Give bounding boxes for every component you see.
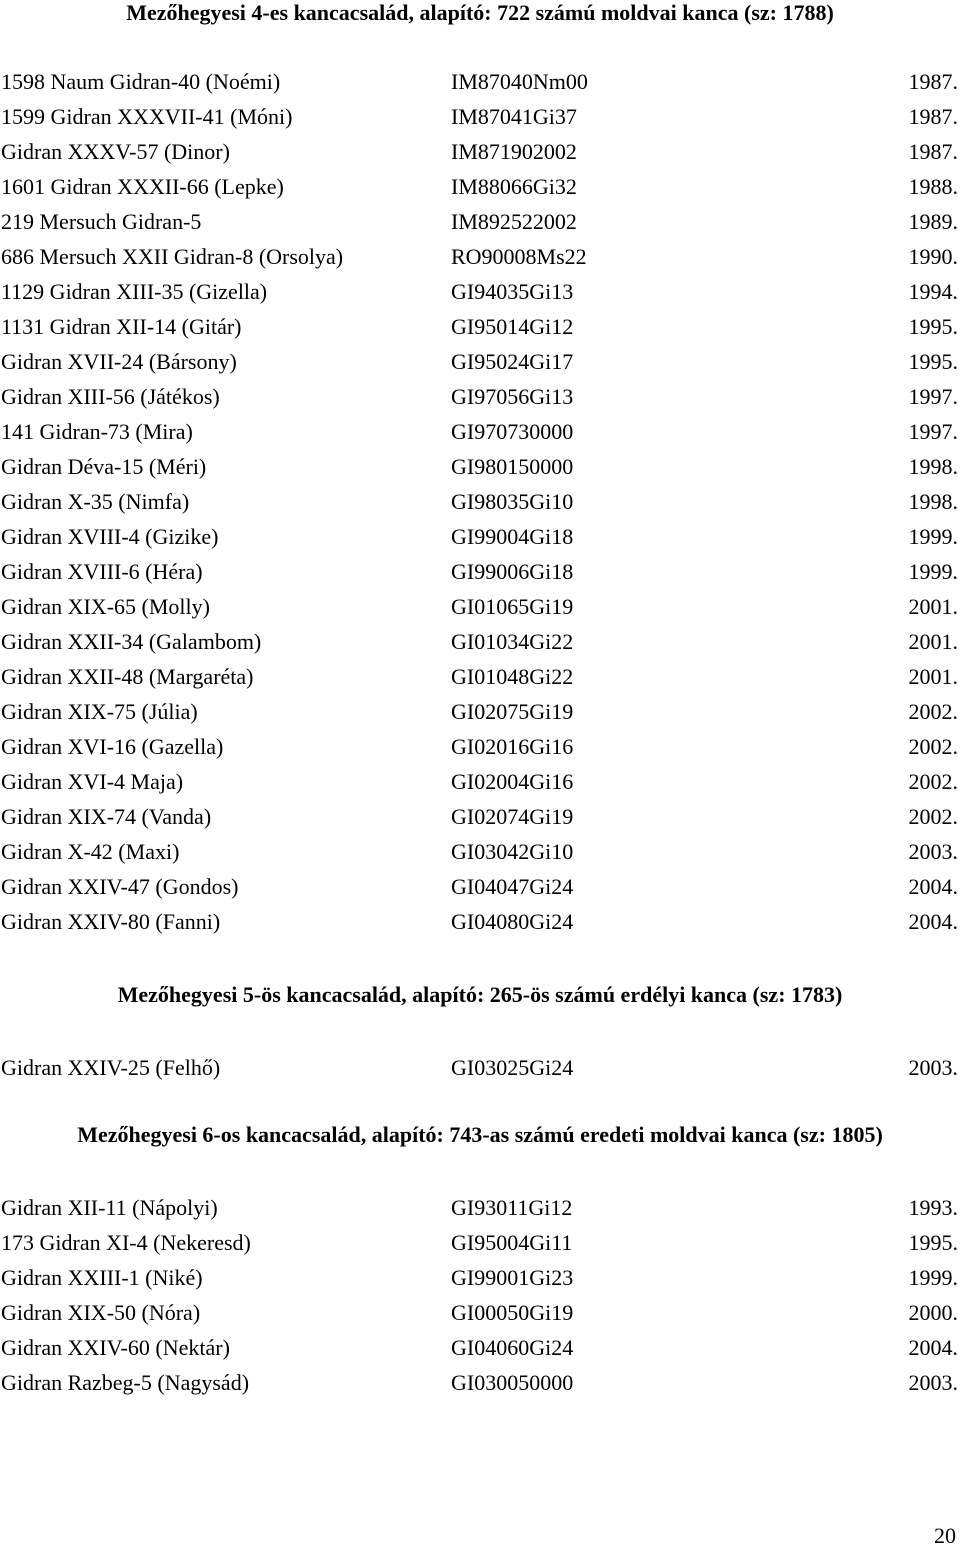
birth-year: 1987.	[908, 139, 958, 164]
birth-year: 1998.	[908, 454, 958, 479]
registration-code: GI93011Gi12	[451, 1195, 573, 1220]
registration-code: IM892522002	[451, 209, 577, 234]
section-heading: Mezőhegyesi 5-ös kancacsalád, alapító: 265-ös számú erdélyi kanca (sz: 1783)	[117, 982, 843, 1007]
birth-year: 1995.	[908, 349, 958, 374]
horse-name: Gidran XVII-24 (Bársony)	[1, 349, 237, 374]
list-item	[0, 1260, 960, 1295]
page-number: 20	[934, 1523, 956, 1548]
horse-name: 1598 Naum Gidran-40 (Noémi)	[1, 69, 281, 94]
list-item	[0, 1330, 960, 1365]
list-item	[0, 589, 960, 624]
horse-list	[0, 1050, 960, 1085]
section-heading: Mezőhegyesi 4-es kancacsalád, alapító: 722 számú moldvai kanca (sz: 1788)	[126, 0, 834, 25]
birth-year: 2002.	[908, 699, 958, 724]
horse-name: Gidran XXII-48 (Margaréta)	[1, 664, 254, 689]
list-item	[0, 484, 960, 519]
horse-name: Gidran XVIII-4 (Gizike)	[1, 524, 219, 549]
list-item	[0, 729, 960, 764]
list-item	[0, 309, 960, 344]
horse-name: Gidran XIX-74 (Vanda)	[1, 804, 212, 829]
list-item	[0, 344, 960, 379]
birth-year: 2003.	[908, 1055, 958, 1080]
birth-year: 2001.	[908, 629, 958, 654]
list-item	[0, 834, 960, 869]
birth-year: 1994.	[908, 279, 958, 304]
horse-name: Gidran Razbeg-5 (Nagysád)	[1, 1370, 250, 1395]
list-item	[0, 99, 960, 134]
list-item	[0, 204, 960, 239]
registration-code: GI04080Gi24	[451, 909, 574, 934]
horse-name: Gidran XXIV-80 (Fanni)	[1, 909, 221, 934]
birth-year: 1993.	[908, 1195, 958, 1220]
horse-name: Gidran X-42 (Maxi)	[1, 839, 180, 864]
mare-family-section-5	[0, 984, 960, 1085]
horse-list	[0, 1190, 960, 1400]
horse-list	[0, 64, 960, 939]
birth-year: 1999.	[908, 524, 958, 549]
list-item	[0, 799, 960, 834]
registration-code: IM87041Gi37	[451, 104, 577, 129]
registration-code: GI02016Gi16	[451, 734, 574, 759]
registration-code: GI03025Gi24	[451, 1055, 574, 1080]
list-item	[0, 764, 960, 799]
registration-code: GI99006Gi18	[451, 559, 574, 584]
list-item	[0, 519, 960, 554]
horse-name: Gidran XVI-4 Maja)	[1, 769, 184, 794]
registration-code: GI02074Gi19	[451, 804, 574, 829]
horse-name: Gidran XXIV-25 (Felhő)	[1, 1055, 221, 1080]
horse-name: Gidran XVI-16 (Gazella)	[1, 734, 224, 759]
list-item	[0, 554, 960, 589]
registration-code: GI04060Gi24	[451, 1335, 574, 1360]
horse-name: 1601 Gidran XXXII-66 (Lepke)	[1, 174, 284, 199]
birth-year: 1998.	[908, 489, 958, 514]
horse-name: 1599 Gidran XXXVII-41 (Móni)	[1, 104, 293, 129]
list-item	[0, 239, 960, 274]
list-item	[0, 169, 960, 204]
birth-year: 1997.	[908, 419, 958, 444]
horse-name: Gidran XIX-75 (Júlia)	[1, 699, 198, 724]
horse-name: Gidran XXIV-60 (Nektár)	[1, 1335, 230, 1360]
list-item	[0, 1190, 960, 1225]
horse-name: 1129 Gidran XIII-35 (Gizella)	[1, 279, 268, 304]
horse-name: 1131 Gidran XII-14 (Gitár)	[1, 314, 242, 339]
list-item	[0, 1050, 960, 1085]
birth-year: 1995.	[908, 314, 958, 339]
registration-code: IM87040Nm00	[451, 69, 588, 94]
horse-name: Gidran XVIII-6 (Héra)	[1, 559, 203, 584]
registration-code: GI01034Gi22	[451, 629, 574, 654]
list-item	[0, 134, 960, 169]
birth-year: 1987.	[908, 69, 958, 94]
birth-year: 2004.	[908, 1335, 958, 1360]
mare-family-section-4	[0, 2, 960, 939]
birth-year: 2003.	[908, 1370, 958, 1395]
registration-code: GI01065Gi19	[451, 594, 574, 619]
list-item	[0, 869, 960, 904]
registration-code: GI99001Gi23	[451, 1265, 574, 1290]
registration-code: GI97056Gi13	[451, 384, 574, 409]
birth-year: 2004.	[908, 909, 958, 934]
birth-year: 2001.	[908, 664, 958, 689]
mare-family-section-6	[0, 1124, 960, 1400]
list-item	[0, 379, 960, 414]
registration-code: GI030050000	[451, 1370, 574, 1395]
list-item	[0, 1365, 960, 1400]
horse-name: Gidran X-35 (Nimfa)	[1, 489, 190, 514]
horse-name: Gidran XXIV-47 (Gondos)	[1, 874, 239, 899]
registration-code: GI00050Gi19	[451, 1300, 574, 1325]
birth-year: 2002.	[908, 804, 958, 829]
horse-name: Gidran XIII-56 (Játékos)	[1, 384, 220, 409]
list-item	[0, 904, 960, 939]
section-heading: Mezőhegyesi 6-os kancacsalád, alapító: 743-as számú eredeti moldvai kanca (sz: 1805)	[77, 1122, 883, 1147]
birth-year: 1990.	[908, 244, 958, 269]
registration-code: GI03042Gi10	[451, 839, 574, 864]
list-item	[0, 414, 960, 449]
horse-name: Gidran Déva-15 (Méri)	[1, 454, 207, 479]
birth-year: 1989.	[908, 209, 958, 234]
registration-code: IM88066Gi32	[451, 174, 577, 199]
horse-name: Gidran XIX-65 (Molly)	[1, 594, 210, 619]
birth-year: 1988.	[908, 174, 958, 199]
registration-code: GI95014Gi12	[451, 314, 574, 339]
horse-name: Gidran XXIII-1 (Niké)	[1, 1265, 203, 1290]
list-item	[0, 624, 960, 659]
registration-code: GI95004Gi11	[451, 1230, 573, 1255]
birth-year: 2003.	[908, 839, 958, 864]
list-item	[0, 274, 960, 309]
list-item	[0, 659, 960, 694]
registration-code: GI970730000	[451, 419, 574, 444]
birth-year: 2002.	[908, 769, 958, 794]
birth-year: 1999.	[908, 559, 958, 584]
registration-code: GI980150000	[451, 454, 574, 479]
registration-code: GI02075Gi19	[451, 699, 574, 724]
list-item	[0, 1225, 960, 1260]
birth-year: 2001.	[908, 594, 958, 619]
birth-year: 1987.	[908, 104, 958, 129]
registration-code: GI01048Gi22	[451, 664, 574, 689]
registration-code: RO90008Ms22	[451, 244, 587, 269]
birth-year: 2002.	[908, 734, 958, 759]
registration-code: GI04047Gi24	[451, 874, 574, 899]
list-item	[0, 694, 960, 729]
list-item	[0, 1295, 960, 1330]
registration-code: GI94035Gi13	[451, 279, 574, 304]
registration-code: GI95024Gi17	[451, 349, 574, 374]
birth-year: 2004.	[908, 874, 958, 899]
birth-year: 1995.	[908, 1230, 958, 1255]
horse-name: Gidran XXXV-57 (Dinor)	[1, 139, 230, 164]
birth-year: 1997.	[908, 384, 958, 409]
horse-name: 686 Mersuch XXII Gidran-8 (Orsolya)	[1, 244, 344, 269]
horse-name: 173 Gidran XI-4 (Nekeresd)	[1, 1230, 251, 1255]
horse-name: Gidran XII-11 (Nápolyi)	[1, 1195, 218, 1220]
horse-name: Gidran XXII-34 (Galambom)	[1, 629, 262, 654]
registration-code: GI02004Gi16	[451, 769, 574, 794]
birth-year: 1999.	[908, 1265, 958, 1290]
horse-name: 219 Mersuch Gidran-5	[1, 209, 202, 234]
registration-code: IM871902002	[451, 139, 577, 164]
horse-name: 141 Gidran-73 (Mira)	[1, 419, 193, 444]
registration-code: GI99004Gi18	[451, 524, 574, 549]
registration-code: GI98035Gi10	[451, 489, 574, 514]
horse-name: Gidran XIX-50 (Nóra)	[1, 1300, 201, 1325]
birth-year: 2000.	[908, 1300, 958, 1325]
list-item	[0, 64, 960, 99]
list-item	[0, 449, 960, 484]
